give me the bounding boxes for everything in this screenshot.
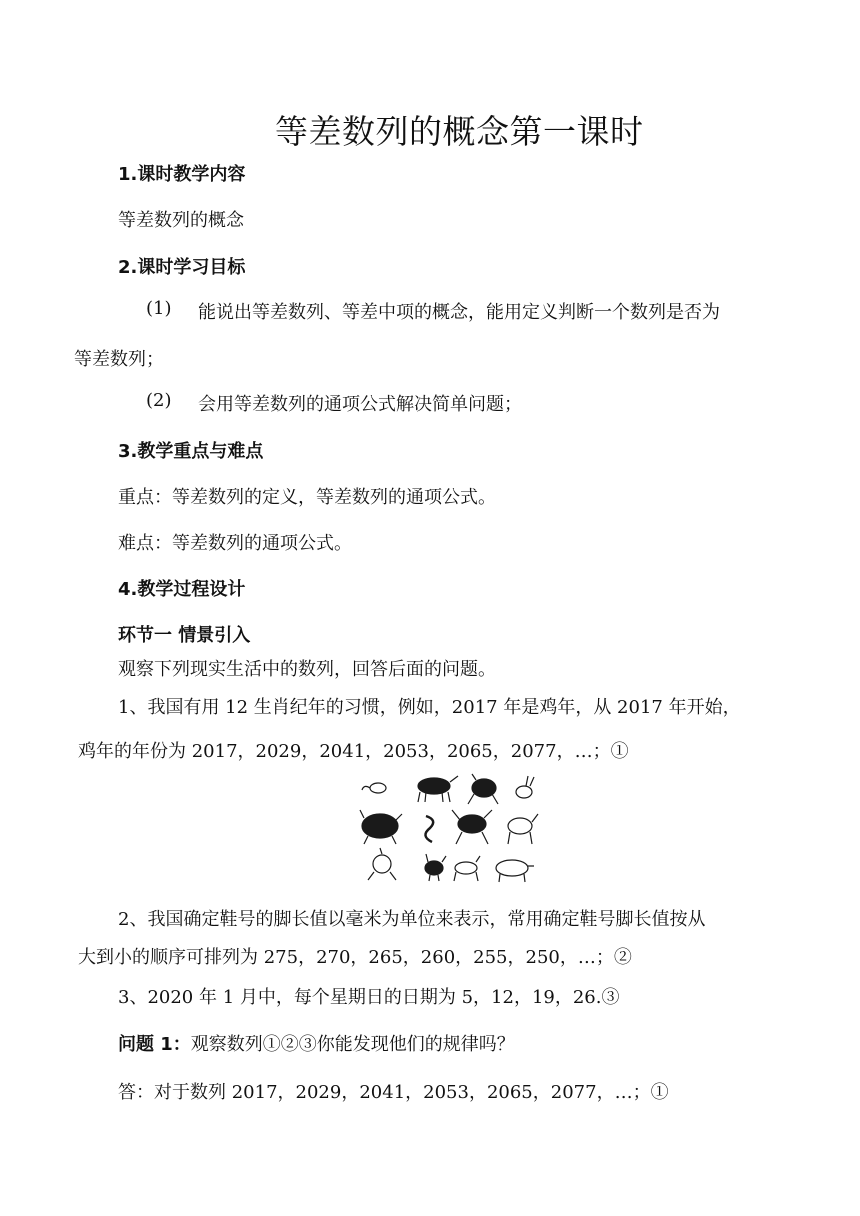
section-1-content: 等差数列的概念 (118, 210, 244, 231)
answer-text: 答：对于数列 2017，2029，2041，2053，2065，2077，…；① (118, 1082, 669, 1103)
question-1-text: 观察数列①②③你能发现他们的规律吗？ (190, 1034, 515, 1055)
section-2-heading: 2.课时学习目标 (118, 257, 246, 278)
goal-2-text: 会用等差数列的通项公式解决简单问题； (198, 394, 522, 415)
example-2-line-2: 大到小的顺序可排列为 275，270，265，260，255，250，…；② (78, 947, 632, 968)
section-1-heading: 1.课时教学内容 (118, 164, 246, 185)
question-1 (118, 1030, 515, 1056)
example-1-line-2: 鸡年的年份为 2017，2029，2041，2053，2065，2077，…；① (78, 741, 629, 762)
question-1-label: 问题 1： (118, 1034, 191, 1055)
key-point: 重点：等差数列的定义，等差数列的通项公式。 (118, 487, 496, 508)
page-title: 等差数列的概念第一课时 (275, 112, 644, 151)
example-3: 3、2020 年 1 月中，每个星期日的日期为 5，12，19，26.③ (118, 987, 620, 1008)
section-3-heading: 3.教学重点与难点 (118, 441, 264, 462)
goal-1-line-2: 等差数列； (74, 349, 164, 370)
example-2-line-1: 2、我国确定鞋号的脚长值以毫米为单位来表示，常用确定鞋号脚长值按从 (118, 909, 706, 930)
goal-1-number: (1) (146, 298, 172, 319)
step-1-heading: 环节一 情景引入 (118, 625, 251, 646)
goal-2-number: (2) (146, 390, 172, 411)
section-4-heading: 4.教学过程设计 (118, 579, 246, 600)
zodiac-animals-icon (356, 772, 546, 884)
example-1-line-1: 1、我国有用 12 生肖纪年的习惯，例如，2017 年是鸡年，从 2017 年开始， (118, 697, 741, 718)
difficult-point: 难点：等差数列的通项公式。 (118, 533, 352, 554)
intro-text: 观察下列现实生活中的数列，回答后面的问题。 (118, 659, 496, 680)
goal-1-line-1: 能说出等差数列、等差中项的概念，能用定义判断一个数列是否为 (198, 302, 720, 323)
